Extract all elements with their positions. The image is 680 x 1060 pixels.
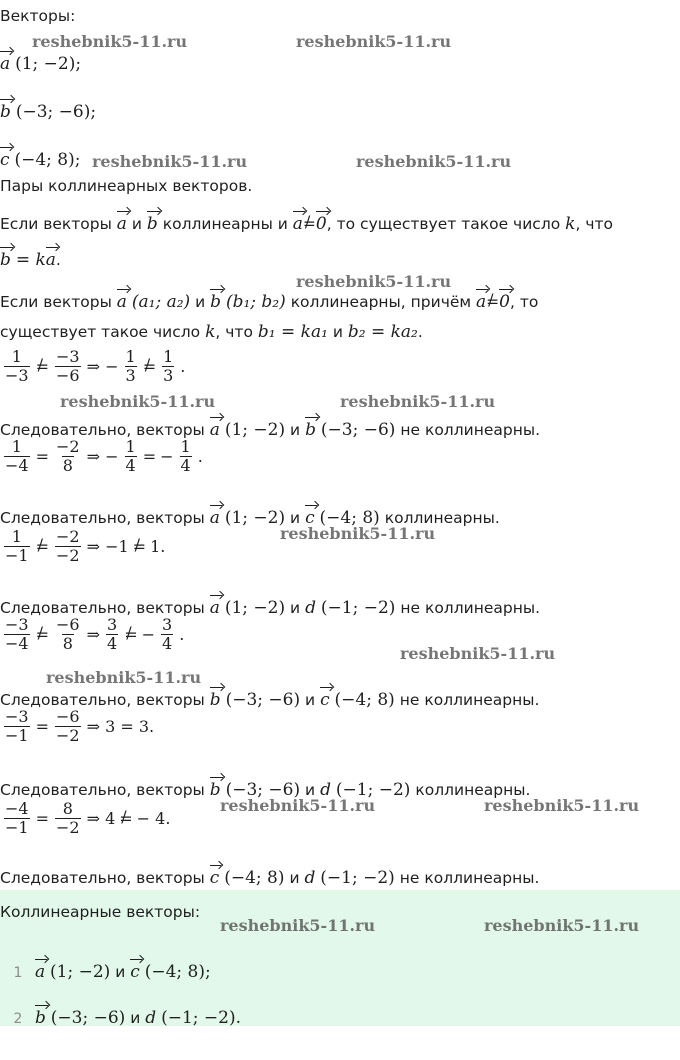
check-1-conclusion: Следовательно, векторы a (1; −2) и b (−3; −6) не коллинеарны. <box>0 414 540 440</box>
check-6-equation: $\frac{-4}{-1}$ = $\frac{8}{-2}$ ⇒ 4 = / − 4. <box>2 800 170 837</box>
check-1-equation: $\frac{1}{-3}$ = / $\frac{-3}{-6}$ ⇒ − $\frac{1}{3}$ = / $\frac{1}{3}$ . <box>2 348 185 385</box>
vector-a-coords: (1; −2); <box>15 54 82 74</box>
not-equal-sign: = / <box>303 214 316 234</box>
vector-a-line <box>0 48 81 74</box>
vector-b-line <box>0 96 96 122</box>
watermark: reshebnik5-11.ru <box>356 152 512 171</box>
rule1-line1: Если векторы a и b коллинеарны и a= /0, то существует такое число k, что <box>0 208 613 234</box>
vector-c: c <box>0 144 10 170</box>
vector-c-line <box>0 144 80 170</box>
check-4-equation: $\frac{-3}{-4}$ = / $\frac{-6}{8}$ ⇒ $\frac{3}{4}$ = / − $\frac{3}{4}$ . <box>2 616 184 653</box>
watermark: reshebnik5-11.ru <box>296 272 452 291</box>
result-item-2: 2 b (−3; −6) и d (−1; −2). <box>6 1002 241 1029</box>
check-5-equation: $\frac{-3}{-1}$ = $\frac{-6}{-2}$ ⇒ 3 = 3. <box>5 707 155 745</box>
check-2-equation: $\frac{1}{-4}$ = $\frac{-2}{8}$ ⇒ − $\frac{1}{4}$ = − $\frac{1}{4}$ . <box>5 437 203 475</box>
watermark: reshebnik5-11.ru <box>60 392 216 411</box>
watermark: reshebnik5-11.ru <box>92 152 248 171</box>
vectors-heading: Векторы: <box>0 7 76 25</box>
vector-b: b <box>0 96 11 122</box>
watermark: reshebnik5-11.ru <box>46 668 202 687</box>
watermark: reshebnik5-11.ru <box>32 32 188 51</box>
result-title: Коллинеарные векторы: <box>0 903 201 921</box>
rule2-line1: Если векторы a (a₁; a₂) и b (b₁; b₂) коллинеарны, причём a= /0, то <box>0 286 538 312</box>
check-6-conclusion: Следовательно, векторы c (−4; 8) и d (−1; −2) не коллинеарны. <box>0 862 539 888</box>
watermark: reshebnik5-11.ru <box>296 32 452 51</box>
result-box <box>0 890 680 1026</box>
watermark: reshebnik5-11.ru <box>484 796 640 815</box>
check-5-conclusion: Следовательно, векторы b (−3; −6) и d (−1; −2) коллинеарны. <box>0 774 530 800</box>
watermark: reshebnik5-11.ru <box>220 916 376 935</box>
watermark: reshebnik5-11.ru <box>280 524 436 543</box>
vector-c-coords: (−4; 8); <box>14 150 81 170</box>
vector-a: a <box>0 48 10 74</box>
rule2-line2: существует такое число k, что b₁ = ka₁ и b₂ = ka₂. <box>0 322 423 342</box>
vector-b-coords: (−3; −6); <box>15 102 97 122</box>
watermark: reshebnik5-11.ru <box>400 644 556 663</box>
watermark: reshebnik5-11.ru <box>220 796 376 815</box>
watermark: reshebnik5-11.ru <box>340 392 496 411</box>
check-2-conclusion: Следовательно, векторы a (1; −2) и c (−4; 8) коллинеарны. <box>0 502 500 528</box>
check-4-conclusion: Следовательно, векторы b (−3; −6) и c (−4; 8) не коллинеарны. <box>0 684 539 710</box>
result-item-1: 1 a (1; −2) и c (−4; 8); <box>6 956 211 983</box>
pairs-heading: Пары коллинеарных векторов. <box>0 177 253 195</box>
check-3-conclusion: Следовательно, векторы a (1; −2) и d (−1; −2) не коллинеарны. <box>0 592 540 618</box>
watermark: reshebnik5-11.ru <box>484 916 640 935</box>
rule1-line2: b = ka. <box>0 244 61 270</box>
check-3-equation: $\frac{1}{-1}$ = / $\frac{-2}{-2}$ ⇒ −1 = / 1. <box>2 528 165 565</box>
